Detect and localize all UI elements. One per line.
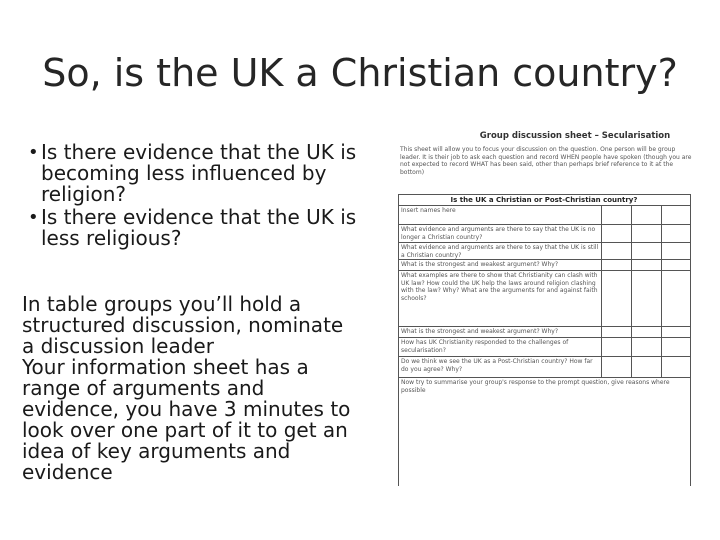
sheet-title: Group discussion sheet – Secularisation bbox=[479, 131, 671, 141]
column-divider bbox=[661, 357, 662, 377]
column-divider bbox=[601, 225, 602, 242]
column-divider bbox=[631, 338, 632, 356]
bullet-marker: • bbox=[28, 207, 39, 228]
bullet-text: Is there evidence that the UK is less religious? bbox=[41, 205, 357, 250]
instructions-text bbox=[22, 294, 357, 483]
table-row-text: How has UK Christianity responded to the challenges of secularisation? bbox=[401, 339, 569, 354]
instruction-paragraph: Your information sheet has a range of arguments and evidence, you have 3 minutes to look over one part of it to get an idea of key arguments and evidence bbox=[22, 355, 351, 484]
table-row-text: What is the strongest and weakest argument? Why? bbox=[401, 261, 559, 268]
table-row bbox=[399, 378, 690, 504]
column-divider bbox=[631, 206, 632, 224]
column-divider bbox=[661, 338, 662, 356]
table-header bbox=[399, 195, 690, 206]
table-row bbox=[399, 260, 690, 271]
table-row-text: What is the strongest and weakest argument? Why? bbox=[401, 328, 559, 335]
column-divider bbox=[601, 357, 602, 377]
table-row-text: Now try to summarise your group's response to the prompt question, give reasons where possible bbox=[401, 379, 670, 394]
table-row-text: What examples are there to show that Christianity can clash with UK law? How could the UK help the laws around religion clashing with the law? Why? What are the arguments for and against faith schools? bbox=[401, 272, 598, 302]
column-divider bbox=[661, 243, 662, 259]
slide-title: So, is the UK a Christian country? bbox=[42, 51, 678, 95]
discussion-sheet-image bbox=[398, 130, 692, 486]
column-divider bbox=[631, 357, 632, 377]
column-divider bbox=[631, 225, 632, 242]
table-row bbox=[399, 327, 690, 338]
column-divider bbox=[601, 271, 602, 326]
table-row-text: What evidence and arguments are there to say that the UK is no longer a Christian country? bbox=[401, 226, 596, 241]
bullet-text: Is there evidence that the UK is becoming less influenced by religion? bbox=[41, 140, 357, 206]
table-row bbox=[399, 338, 690, 357]
bullet-item bbox=[28, 207, 368, 249]
column-divider bbox=[661, 206, 662, 224]
column-divider bbox=[601, 243, 602, 259]
table-row bbox=[399, 357, 690, 378]
table-row-text: What evidence and arguments are there to say that the UK is still a Christian country? bbox=[401, 244, 599, 259]
bullet-marker: • bbox=[28, 142, 39, 163]
column-divider bbox=[631, 243, 632, 259]
bullet-item bbox=[28, 142, 368, 205]
column-divider bbox=[631, 260, 632, 270]
table-row bbox=[399, 243, 690, 260]
column-divider bbox=[631, 327, 632, 337]
column-divider bbox=[661, 225, 662, 242]
bullet-list bbox=[28, 142, 368, 251]
table-row-text: Do we think we see the UK as a Post-Christian country? How far do you agree? Why? bbox=[401, 358, 593, 373]
column-divider bbox=[661, 327, 662, 337]
table-row bbox=[399, 271, 690, 327]
table-row-text: Insert names here bbox=[401, 207, 456, 214]
column-divider bbox=[661, 271, 662, 326]
column-divider bbox=[631, 271, 632, 326]
column-divider bbox=[601, 260, 602, 270]
table-row bbox=[399, 225, 690, 243]
column-divider bbox=[661, 260, 662, 270]
sheet-intro: This sheet will allow you to focus your discussion on the question. One person will be group leader. It is their job to ask each question and record WHEN people have spoken (though you are not expected to record WHAT has been said, other than perhaps brief reference to it at the bottom) bbox=[400, 146, 692, 176]
instruction-paragraph: In table groups you’ll hold a structured discussion, nominate a discussion leader bbox=[22, 292, 344, 358]
table-row bbox=[399, 206, 690, 225]
discussion-table bbox=[398, 194, 691, 486]
column-divider bbox=[601, 327, 602, 337]
column-divider bbox=[601, 206, 602, 224]
column-divider bbox=[601, 338, 602, 356]
table-header-text: Is the UK a Christian or Post-Christian country? bbox=[450, 196, 638, 204]
